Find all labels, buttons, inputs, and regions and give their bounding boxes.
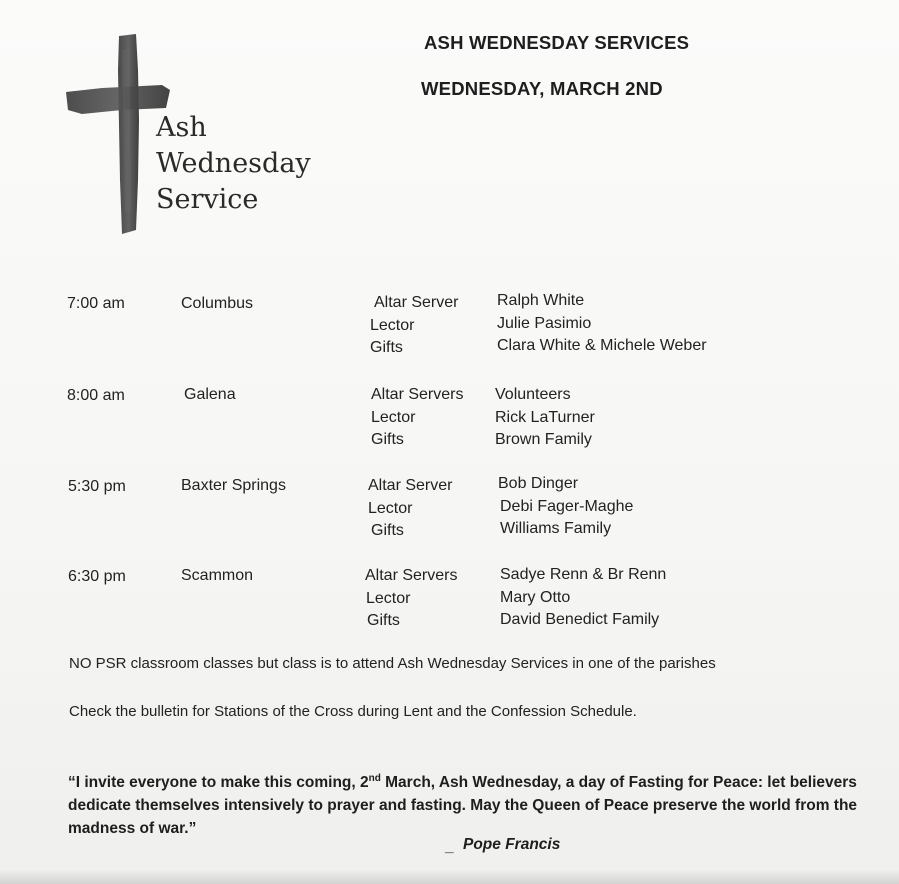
people-list [500,564,666,632]
person-name: Mary Otto [500,588,571,606]
role-label: Altar Server [374,294,459,311]
person-name: Clara White & Michele Weber [497,337,707,354]
quote-part-1: “I invite everyone to make this coming, 2 [68,774,369,792]
bulletin-note: Check the bulletin for Stations of the Cross during Lent and the Confession Schedule. [69,703,637,720]
person-name: Volunteers [495,386,571,403]
people-list [498,473,633,541]
role-label: Lector [368,499,413,517]
people-list [495,384,595,452]
person-name: Sadye Renn & Br Renn [500,566,667,583]
role-list [371,384,463,452]
quote-author: Pope Francis [463,836,561,853]
role-label: Gifts [370,339,403,356]
role-label: Altar Servers [365,567,458,584]
quote-part-2: March, Ash Wednesday, a day of Fasting for Peace: let believers dedicate themselves intensively to prayer and fasting. May the Queen of Peace preserve the world from the madness of war.” [68,774,858,838]
person-name: Rick LaTurner [495,408,595,426]
role-list [365,565,457,633]
role-list [368,475,452,543]
role-label: Gifts [367,612,400,629]
role-label: Lector [371,408,416,426]
service-time: 6:30 pm [68,568,126,585]
person-name: Julie Pasimio [497,314,592,332]
page-title: ASH WEDNESDAY SERVICES [424,32,690,53]
person-name: David Benedict Family [500,611,660,628]
person-name: Ralph White [497,292,585,309]
logo-line-wednesday: Wednesday [156,148,311,179]
logo-line-ash: Ash [156,112,207,143]
quote-text [68,767,858,840]
service-time: 7:00 am [67,295,125,312]
person-name: Bob Dinger [498,475,579,492]
service-time: 8:00 am [67,387,125,404]
person-name: Williams Family [500,520,612,537]
role-label: Lector [370,316,415,334]
role-list [370,292,458,360]
role-label: Gifts [371,522,404,539]
service-location: Columbus [181,295,254,312]
quote-dash: _ [445,838,454,855]
quote-superscript: nd [368,773,381,784]
person-name: Debi Fager-Maghe [500,497,634,515]
service-time: 5:30 pm [68,478,126,495]
service-location: Scammon [181,567,254,584]
service-location: Baxter Springs [181,477,286,494]
psr-note: NO PSR classroom classes but class is to attend Ash Wednesday Services in one of the parishes [69,655,716,672]
role-label: Altar Server [368,477,453,494]
person-name: Brown Family [495,431,592,448]
service-location: Galena [184,386,236,403]
people-list [497,290,707,358]
logo-line-service: Service [156,184,259,215]
role-label: Gifts [371,431,404,448]
role-label: Altar Servers [371,386,464,403]
role-label: Lector [366,589,411,607]
page-edge-shadow [0,870,899,884]
page-date: WEDNESDAY, MARCH 2ND [421,78,663,99]
